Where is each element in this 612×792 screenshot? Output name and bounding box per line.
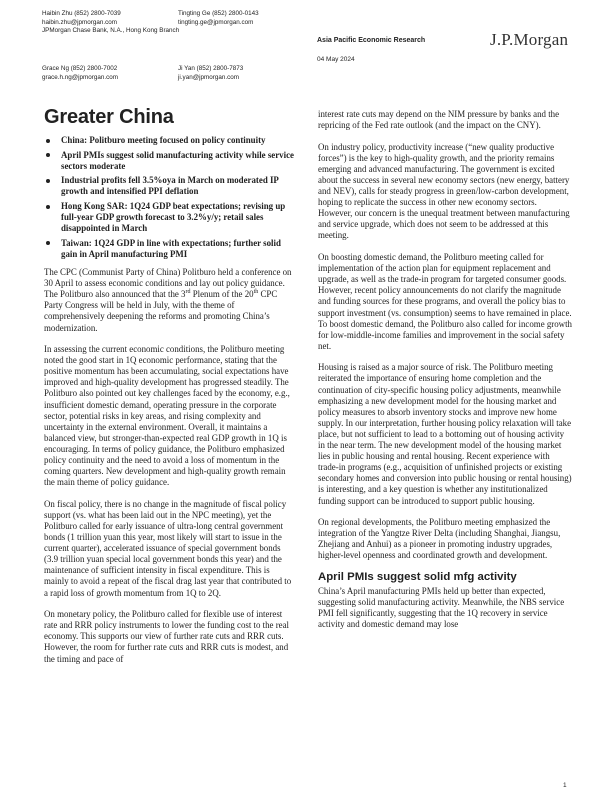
- body-paragraph: On boosting domestic demand, the Politburo meeting called for implementation of the action plan for equipment replacement and upgrade, as well as the trade-in program for targeted consumer goods. However, recent policy announcements do not clarify the magnitude and funding sources for these programs, and overall the policy bias to support investment (vs. consumption) seems to have remained in place. To boost domestic demand, the Politburo also called for income growth for low-middle-income families and improvement in the social safety net.: [318, 252, 572, 351]
- key-point: [44, 201, 296, 234]
- bullet-icon: [46, 241, 50, 245]
- analyst-contacts-mid: [178, 10, 259, 27]
- body-paragraph: On fiscal policy, there is no change in the magnitude of fiscal policy support (vs. what has been laid out in the NPC meeting), yet the Politburo called for early issuance of ultra-long central government bonds (1 trillion yuan this year, most likely will start to issue in the current quarter), accelerated issuance of special government bonds (3.9 trillion yuan special local government bonds this year) and the maintenance of sufficient intensity in fiscal expenditure. This is mainly to avoid a repeat of the fiscal drag last year that contributed to a rapid loss of growth momentum from 1Q to 2Q.: [44, 498, 292, 598]
- page-number: 1: [563, 782, 567, 789]
- body-paragraph: On regional developments, the Politburo meeting emphasized the integration of the Yangtze River Delta (including Shanghai, Jiangsu, Zhejiang and Anhui) as a pioneer in promoting industry upgrades, higher-level openness and coordinated growth and development.: [318, 517, 561, 561]
- key-point: [44, 150, 296, 172]
- body-paragraph: China’s April manufacturing PMIs held up better than expected, suggesting solid manufacturing activity. Meanwhile, the NBS service PMI fell significantly, suggesting that the 1Q recovery in service activity and domestic demand may lose: [318, 586, 565, 630]
- key-point-text: China: Politburo meeting focused on policy continuity: [61, 135, 266, 146]
- contact-email[interactable]: grace.h.ng@jpmorgan.com: [42, 73, 119, 81]
- analyst-contacts-left: [42, 10, 179, 36]
- key-point-text: April PMIs suggest solid manufacturing activity while service sectors moderate: [61, 149, 294, 171]
- bullet-icon: [46, 139, 50, 143]
- contact-line: Tingting Ge (852) 2800-0143: [178, 10, 259, 17]
- superscript: rd: [185, 289, 191, 296]
- bullet-icon: [46, 153, 50, 157]
- superscript: th: [253, 289, 259, 296]
- body-paragraph: Housing is raised as a major source of risk. The Politburo meeting reiterated the importance of ensuring home completion and the continuation of city-specific housing policy adjustments, meanwhile emphasizing a new development model for the housing market and policy measures to absorb inventory stocks and improve new home supply. In our interpretation, further housing policy relaxation will take place, but not sufficient to lead to a bottoming out of housing activity in the near term. The new development model of the housing market lies in public housing and rental housing. Recent experience with trade-in programs (e.g., acquisition of unfinished projects or existing secondary homes and conversion into public housing or rental housing) is interesting, and a key question is whether any institutionalized funding support can be introduced to support public housing.: [318, 362, 572, 506]
- body-paragraph: interest rate cuts may depend on the NIM pressure by banks and the repricing of the Fed rate outlook (and the impact on the CNY).: [318, 109, 560, 131]
- text-run: CPC Party Congress will be held in July, with the theme of comprehensively deepening the reforms and promoting China’s modernization.: [44, 289, 278, 333]
- contact-email[interactable]: tingting.ge@jpmorgan.com: [178, 18, 254, 26]
- key-point-text: Industrial profits fell 3.5%oya in March on moderated IP growth and intensified PPI deflation: [61, 175, 279, 197]
- text-run: Plenum of the 20: [190, 289, 254, 300]
- jpmorgan-logo: J.P.Morgan: [490, 30, 569, 49]
- right-column: [318, 109, 572, 641]
- text-run: The CPC (Communist Party of China) Politburo held a conference on 30 April to assess economic conditions and lay out policy guidance. The Politburo also announced that the 3: [44, 267, 292, 300]
- key-point-text: Taiwan: 1Q24 GDP in line with expectations; further solid gain in April manufacturing PMI: [61, 237, 281, 259]
- contact-line: Ji Yan (852) 2800-7873: [178, 65, 244, 72]
- contact-line: JPMorgan Chase Bank, N.A., Hong Kong Branch: [42, 27, 180, 34]
- analyst-contacts-mid-b: [178, 65, 243, 82]
- section-heading: April PMIs suggest solid mfg activity: [318, 570, 517, 583]
- body-paragraph: In assessing the current economic conditions, the Politburo meeting noted the good start in 1Q economic performance, stating that the positive momentum has been accumulating, social expectations have improved and high-quality development has progressed steadily. The Politburo also pointed out key challenges faced by the economy, e.g., insufficient domestic demand, operating pressure in the corporate sector, potential risks in key areas, and rising complexity and uncertainty in the external environment. Overall, it maintains a balanced view, but stronger-than-expected real GDP growth in 1Q is encouraging. In terms of policy guidance, the Politburo emphasized policy continuity and the need to avoid a loss of momentum in the coming quarters. New development and high-quality growth remain the main theme of policy guidance.: [44, 344, 290, 488]
- analyst-contacts-left-b: [42, 65, 118, 82]
- key-point-text: Hong Kong SAR: 1Q24 GDP beat expectations; revising up full-year GDP growth forecast to 3.2%y/y; retail sales disappointed in March: [61, 201, 286, 234]
- contact-line: Grace Ng (852) 2800-7002: [42, 65, 118, 72]
- left-column: [44, 106, 296, 675]
- key-point: [44, 135, 296, 146]
- report-date: 04 May 2024: [317, 56, 355, 63]
- key-point: [44, 175, 296, 197]
- contact-email[interactable]: ji.yan@jpmorgan.com: [178, 73, 239, 81]
- key-point: [44, 238, 296, 260]
- contact-email[interactable]: haibin.zhu@jpmorgan.com: [42, 18, 117, 26]
- key-points-list: [44, 135, 296, 260]
- research-title: Asia Pacific Economic Research: [317, 37, 426, 44]
- bullet-icon: [46, 179, 50, 183]
- body-paragraph: On monetary policy, the Politburo called for flexible use of interest rate and RRR policy instruments to lower the funding cost to the real economy. This supports our view of further rate cuts and RRR cuts. However, the room for further rate cuts and RRR cuts is modest, and the timing and pace of: [44, 609, 289, 664]
- page-title: Greater China: [44, 106, 174, 128]
- body-paragraph: On industry policy, productivity increase (“new quality productive forces”) is the key to high-quality growth, and the priority remains emerging and advanced manufacturing. The government is excited about the success in several new economy sectors (new energy, battery and NEV), calls for steady progress in green/low-carbon development, hoping to replicate the success in other new economy sectors. However, our concern is the unequal treatment between manufacturing and service upgrade, which does not seem to be addressed at this meeting.: [318, 141, 570, 241]
- bullet-icon: [46, 205, 50, 209]
- contact-line: Haibin Zhu (852) 2800-7039: [42, 10, 121, 17]
- body-paragraph: [44, 267, 296, 334]
